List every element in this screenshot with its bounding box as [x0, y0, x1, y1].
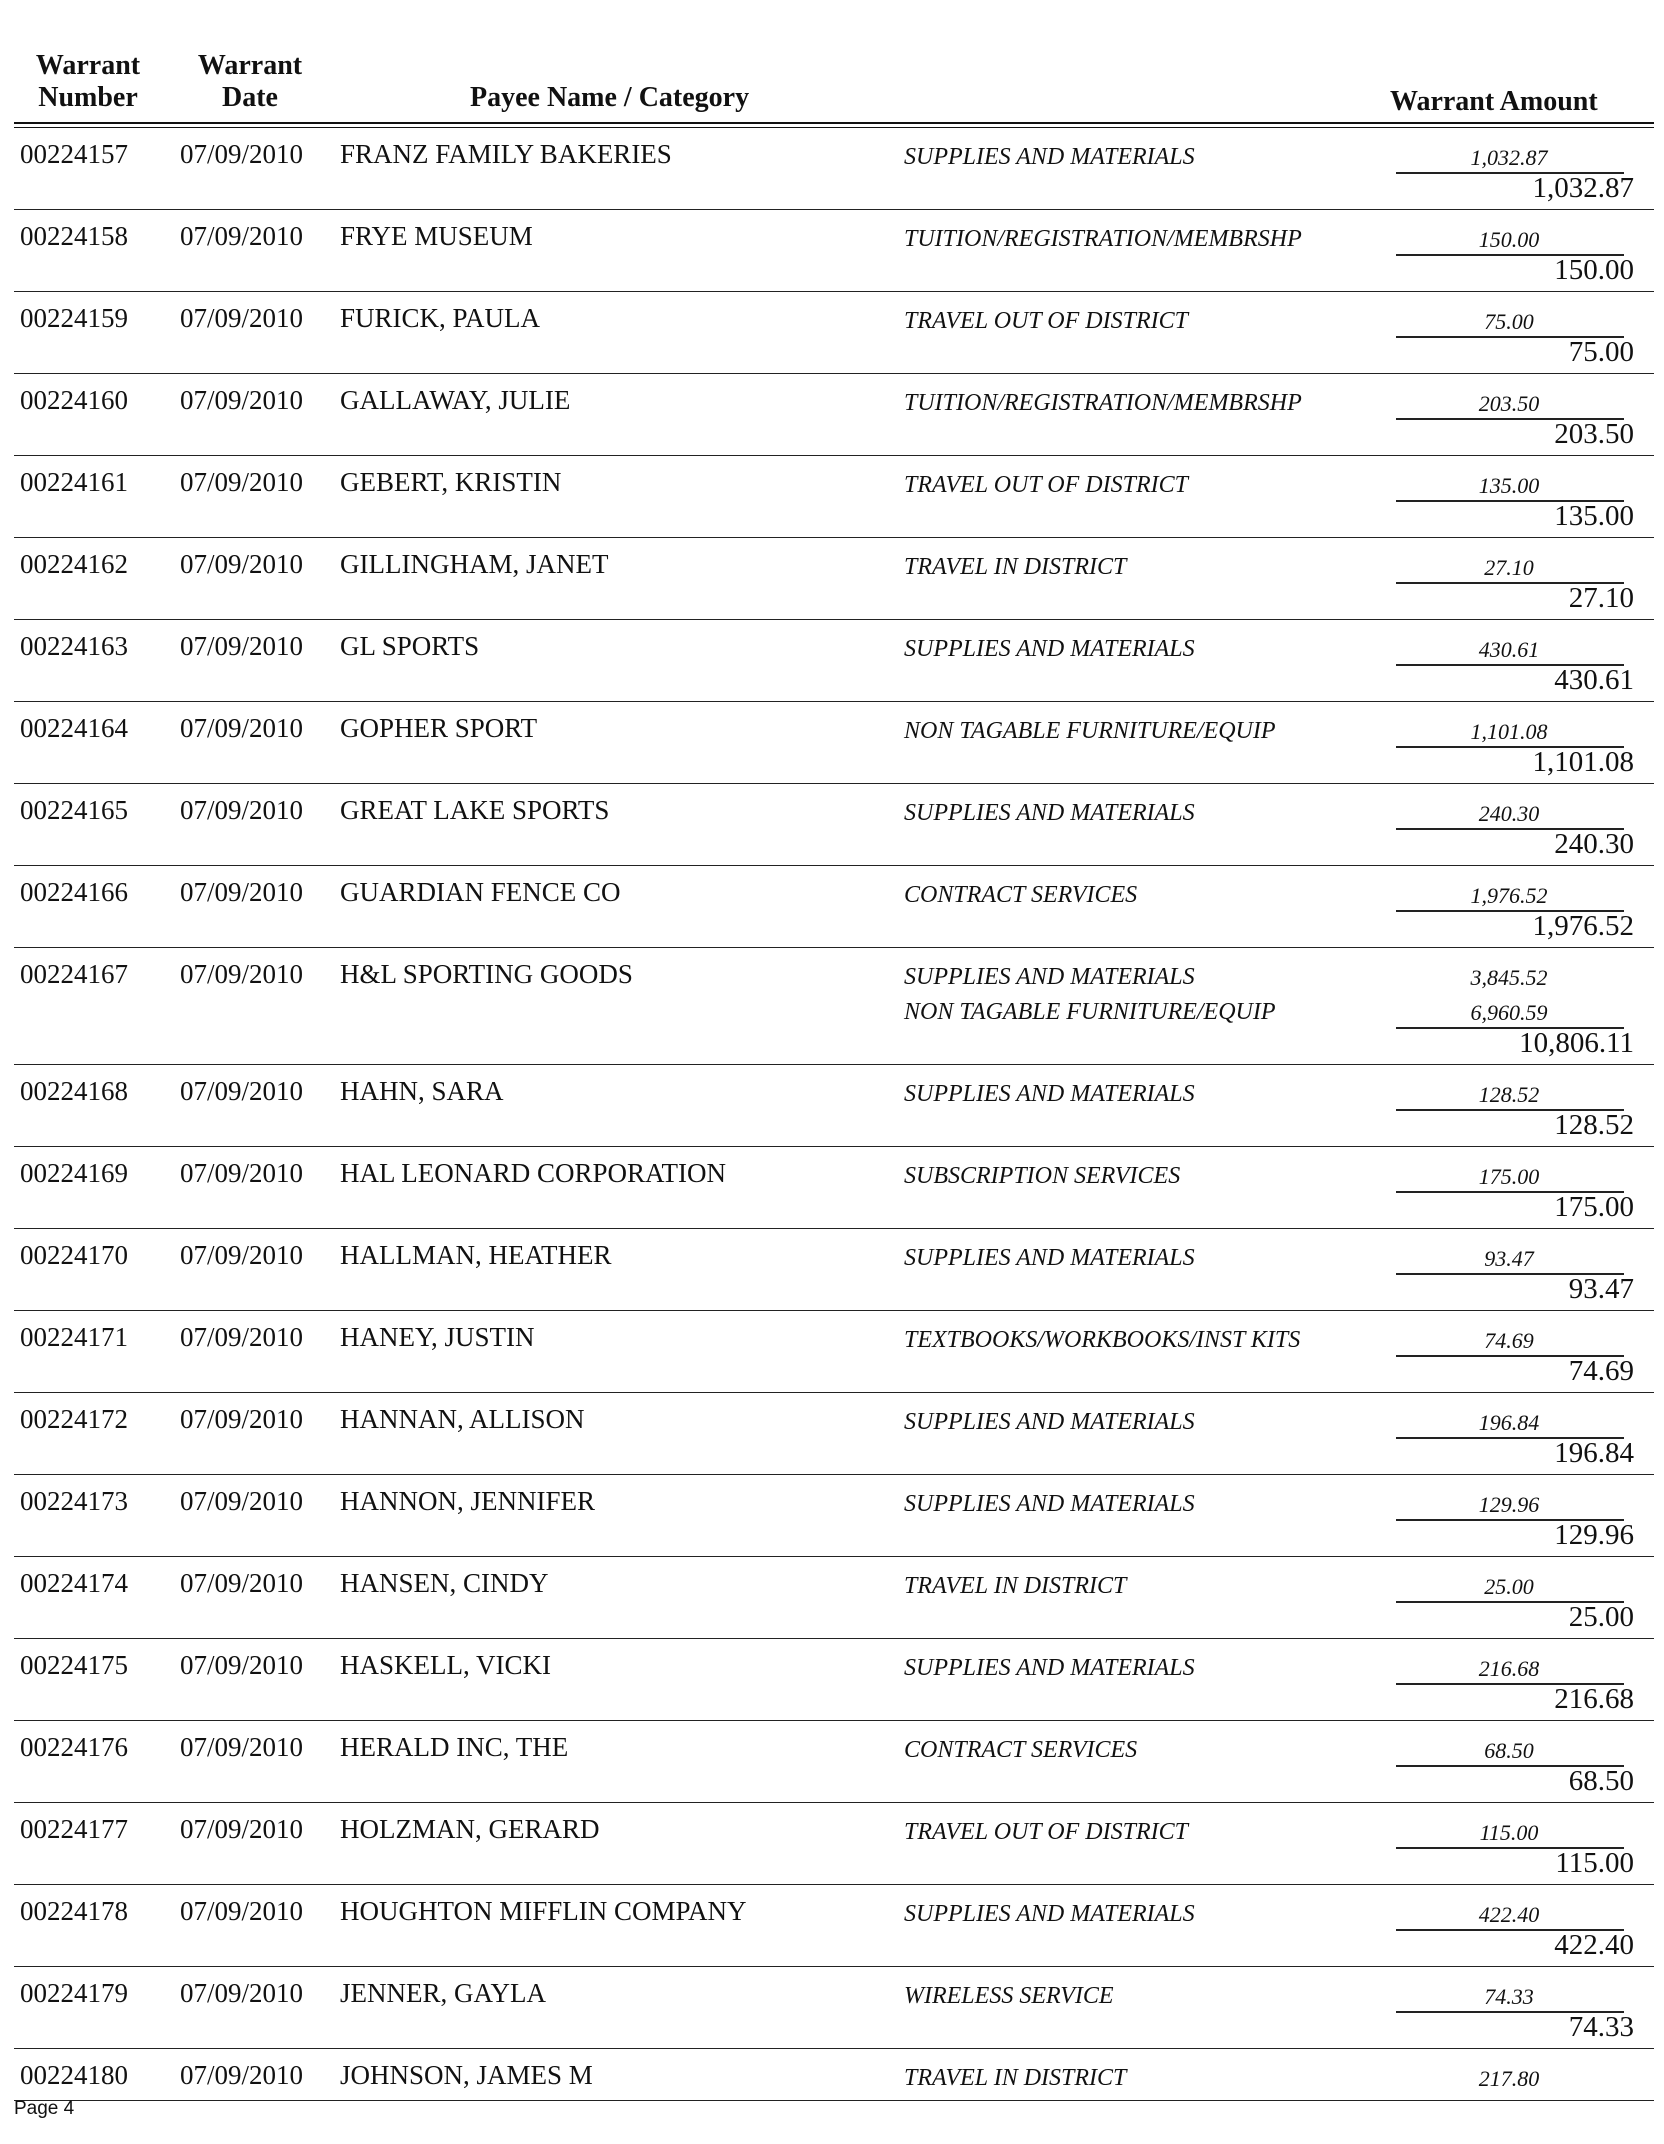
category-list	[904, 633, 1195, 668]
warrant-number: 00224160	[20, 385, 128, 415]
warrant-number: 00224175	[20, 1650, 128, 1680]
table-row	[14, 1393, 1654, 1475]
warrant-total: 1,101.08	[1532, 746, 1634, 778]
warrant-date: 07/09/2010	[180, 139, 304, 169]
table-row	[14, 456, 1654, 538]
category: TRAVEL IN DISTRICT	[904, 554, 1127, 580]
payee-name: HERALD INC, THE	[340, 1732, 569, 1762]
payee-name: HAL LEONARD CORPORATION	[340, 1158, 727, 1188]
warrant-total: 196.84	[1554, 1437, 1634, 1469]
warrant-number: 00224162	[20, 549, 128, 579]
header-warrant-date: Warrant Date	[197, 50, 303, 113]
warrant-total: 27.10	[1568, 582, 1634, 614]
line-amount: 240.30	[1478, 801, 1540, 826]
warrant-total: 74.69	[1568, 1355, 1634, 1387]
warrant-date: 07/09/2010	[180, 221, 304, 251]
line-amount: 175.00	[1478, 1164, 1540, 1189]
payee-name: HANEY, JUSTIN	[340, 1322, 535, 1352]
warrant-total: 150.00	[1554, 254, 1634, 286]
header-rule	[14, 122, 1654, 124]
payee-name: H&L SPORTING GOODS	[340, 959, 633, 989]
table-row	[14, 1229, 1654, 1311]
warrant-total: 93.47	[1568, 1273, 1634, 1305]
payee-name: HALLMAN, HEATHER	[340, 1240, 612, 1270]
table-row	[14, 1147, 1654, 1229]
warrant-number: 00224172	[20, 1404, 128, 1434]
warrant-date: 07/09/2010	[180, 1814, 304, 1844]
payee-name: HASKELL, VICKI	[340, 1650, 551, 1680]
category-list	[904, 1652, 1195, 1687]
table-row	[14, 866, 1654, 948]
category: SUPPLIES AND MATERIALS	[904, 800, 1195, 826]
warrant-total: 175.00	[1554, 1191, 1634, 1223]
warrant-total: 216.68	[1554, 1683, 1634, 1715]
category: SUPPLIES AND MATERIALS	[904, 636, 1195, 662]
category-list	[904, 1488, 1195, 1523]
line-amount: 74.69	[1484, 1328, 1534, 1353]
category: NON TAGABLE FURNITURE/EQUIP	[904, 999, 1276, 1025]
header-warrant-number: Warrant Number	[35, 50, 141, 113]
header-amount: Warrant Amount	[1390, 86, 1598, 117]
category-list	[904, 1898, 1195, 1933]
category: SUBSCRIPTION SERVICES	[904, 1163, 1181, 1189]
line-amount: 217.80	[1478, 2066, 1540, 2091]
warrant-date: 07/09/2010	[180, 303, 304, 333]
warrant-number: 00224174	[20, 1568, 128, 1598]
line-amount: 216.68	[1478, 1656, 1540, 1681]
category-list	[904, 2062, 1126, 2097]
warrant-number: 00224157	[20, 139, 128, 169]
category: CONTRACT SERVICES	[904, 1737, 1138, 1763]
warrant-total: 10,806.11	[1519, 1027, 1634, 1059]
warrant-date: 07/09/2010	[180, 467, 304, 497]
table-row	[14, 1065, 1654, 1147]
warrant-number: 00224165	[20, 795, 128, 825]
category: TRAVEL IN DISTRICT	[904, 1573, 1127, 1599]
line-amount: 93.47	[1484, 1246, 1534, 1271]
warrant-number: 00224167	[20, 959, 128, 989]
category: TRAVEL OUT OF DISTRICT	[904, 472, 1188, 498]
warrant-date: 07/09/2010	[180, 959, 304, 989]
warrant-date: 07/09/2010	[180, 1076, 304, 1106]
category: TEXTBOOKS/WORKBOOKS/INST KITS	[904, 1327, 1301, 1353]
warrant-date: 07/09/2010	[180, 385, 304, 415]
table-row	[14, 1803, 1654, 1885]
line-amount-list	[1394, 962, 1624, 1032]
payee-name: GREAT LAKE SPORTS	[340, 795, 610, 825]
warrant-number: 00224169	[20, 1158, 128, 1188]
payee-name: HANNON, JENNIFER	[340, 1486, 595, 1516]
line-amount: 3,845.52	[1470, 965, 1548, 990]
category: TRAVEL IN DISTRICT	[904, 2065, 1127, 2091]
table-row	[14, 1885, 1654, 1967]
warrant-date: 07/09/2010	[180, 1404, 304, 1434]
line-amount: 128.52	[1478, 1082, 1540, 1107]
warrant-number: 00224171	[20, 1322, 128, 1352]
payee-name: JOHNSON, JAMES M	[340, 2060, 593, 2090]
warrant-number: 00224168	[20, 1076, 128, 1106]
payee-name: HOUGHTON MIFFLIN COMPANY	[340, 1896, 747, 1926]
category-list	[904, 1816, 1188, 1851]
warrant-total: 430.61	[1554, 664, 1634, 696]
payee-name: GUARDIAN FENCE CO	[340, 877, 621, 907]
warrant-total: 203.50	[1554, 418, 1634, 450]
category: WIRELESS SERVICE	[904, 1983, 1114, 2009]
category: TUITION/REGISTRATION/MEMBRSHP	[904, 226, 1302, 252]
table-row	[14, 1967, 1654, 2049]
category: SUPPLIES AND MATERIALS	[904, 1655, 1195, 1681]
table-row	[14, 538, 1654, 620]
warrant-total: 25.00	[1568, 1601, 1634, 1633]
category-list	[904, 1078, 1195, 1113]
payee-name: GOPHER SPORT	[340, 713, 538, 743]
table-row	[14, 948, 1654, 1065]
line-amount: 74.33	[1484, 1984, 1534, 2009]
payee-name: HAHN, SARA	[340, 1076, 504, 1106]
table-row	[14, 374, 1654, 456]
category-list	[904, 879, 1137, 914]
category: TUITION/REGISTRATION/MEMBRSHP	[904, 390, 1302, 416]
line-amount: 75.00	[1484, 309, 1534, 334]
table-row	[14, 2049, 1654, 2101]
warrant-date: 07/09/2010	[180, 1650, 304, 1680]
line-amount: 430.61	[1478, 637, 1540, 662]
table-row	[14, 210, 1654, 292]
warrant-number: 00224161	[20, 467, 128, 497]
warrant-total: 68.50	[1568, 1765, 1634, 1797]
line-amount: 422.40	[1478, 1902, 1540, 1927]
warrant-number: 00224170	[20, 1240, 128, 1270]
warrant-number: 00224176	[20, 1732, 128, 1762]
payee-name: HOLZMAN, GERARD	[340, 1814, 600, 1844]
payee-name: FRANZ FAMILY BAKERIES	[340, 139, 672, 169]
category: SUPPLIES AND MATERIALS	[904, 1081, 1195, 1107]
line-amount: 68.50	[1484, 1738, 1534, 1763]
table-row	[14, 1721, 1654, 1803]
category-list	[904, 1242, 1195, 1277]
category: SUPPLIES AND MATERIALS	[904, 964, 1195, 990]
category-list	[904, 469, 1188, 504]
line-amount: 25.00	[1484, 1574, 1534, 1599]
warrant-total: 1,976.52	[1532, 910, 1634, 942]
line-amount: 1,976.52	[1470, 883, 1548, 908]
category: SUPPLIES AND MATERIALS	[904, 144, 1195, 170]
category-list	[904, 1980, 1114, 2015]
line-amount: 115.00	[1479, 1820, 1539, 1845]
warrant-date: 07/09/2010	[180, 1322, 304, 1352]
category: TRAVEL OUT OF DISTRICT	[904, 308, 1188, 334]
line-amount: 6,960.59	[1470, 1000, 1548, 1025]
warrant-total: 1,032.87	[1532, 172, 1634, 204]
warrant-date: 07/09/2010	[180, 1486, 304, 1516]
table-row	[14, 620, 1654, 702]
warrant-number: 00224178	[20, 1896, 128, 1926]
warrant-number: 00224173	[20, 1486, 128, 1516]
warrant-date: 07/09/2010	[180, 2060, 304, 2090]
warrant-date: 07/09/2010	[180, 1978, 304, 2008]
category: SUPPLIES AND MATERIALS	[904, 1491, 1195, 1517]
category-list	[904, 305, 1188, 340]
category: SUPPLIES AND MATERIALS	[904, 1245, 1195, 1271]
line-amount: 1,101.08	[1470, 719, 1548, 744]
table-row	[14, 1639, 1654, 1721]
payee-name: HANSEN, CINDY	[340, 1568, 549, 1598]
warrant-number: 00224164	[20, 713, 128, 743]
payee-name: HANNAN, ALLISON	[340, 1404, 585, 1434]
warrant-total: 74.33	[1568, 2011, 1634, 2043]
warrant-date: 07/09/2010	[180, 549, 304, 579]
warrant-total: 75.00	[1568, 336, 1634, 368]
warrant-date: 07/09/2010	[180, 631, 304, 661]
category-list	[904, 797, 1195, 832]
warrant-date: 07/09/2010	[180, 1158, 304, 1188]
category-list	[904, 1160, 1180, 1195]
line-amount: 27.10	[1484, 555, 1534, 580]
table-row	[14, 1311, 1654, 1393]
table-row	[14, 1475, 1654, 1557]
table-row	[14, 702, 1654, 784]
category: SUPPLIES AND MATERIALS	[904, 1901, 1195, 1927]
category-list	[904, 1734, 1137, 1769]
payee-name: GALLAWAY, JULIE	[340, 385, 571, 415]
category-list	[904, 141, 1195, 176]
category-list	[904, 1324, 1300, 1359]
category: SUPPLIES AND MATERIALS	[904, 1409, 1195, 1435]
warrant-date: 07/09/2010	[180, 713, 304, 743]
table-row	[14, 1557, 1654, 1639]
warrant-number: 00224179	[20, 1978, 128, 2008]
category-list	[904, 551, 1126, 586]
category-list	[904, 1570, 1126, 1605]
warrant-total: 422.40	[1554, 1929, 1634, 1961]
payee-name: GL SPORTS	[340, 631, 480, 661]
table-row	[14, 292, 1654, 374]
table-row	[14, 128, 1654, 210]
warrant-number: 00224177	[20, 1814, 128, 1844]
warrant-total: 128.52	[1554, 1109, 1634, 1141]
payee-name: GEBERT, KRISTIN	[340, 467, 562, 497]
line-amount: 150.00	[1478, 227, 1540, 252]
category-list	[904, 961, 1276, 1031]
warrant-date: 07/09/2010	[180, 877, 304, 907]
warrant-total: 129.96	[1554, 1519, 1634, 1551]
warrant-date: 07/09/2010	[180, 1896, 304, 1926]
category: TRAVEL OUT OF DISTRICT	[904, 1819, 1188, 1845]
category: CONTRACT SERVICES	[904, 882, 1138, 908]
payee-name: FRYE MUSEUM	[340, 221, 533, 251]
line-amount: 196.84	[1478, 1410, 1540, 1435]
warrant-number: 00224163	[20, 631, 128, 661]
payee-name: JENNER, GAYLA	[340, 1978, 547, 2008]
table-row	[14, 784, 1654, 866]
header-payee: Payee Name / Category	[470, 82, 750, 113]
category-list	[904, 715, 1276, 750]
line-amount: 135.00	[1478, 473, 1540, 498]
warrant-number: 00224159	[20, 303, 128, 333]
row-divider	[14, 2100, 1654, 2102]
warrant-total: 135.00	[1554, 500, 1634, 532]
warrant-number: 00224180	[20, 2060, 128, 2090]
warrant-total: 240.30	[1554, 828, 1634, 860]
warrant-total: 115.00	[1555, 1847, 1634, 1879]
line-amount-list	[1394, 2063, 1624, 2098]
warrant-number: 00224158	[20, 221, 128, 251]
payee-name: GILLINGHAM, JANET	[340, 549, 609, 579]
category: NON TAGABLE FURNITURE/EQUIP	[904, 718, 1276, 744]
payee-name: FURICK, PAULA	[340, 303, 541, 333]
line-amount: 129.96	[1478, 1492, 1540, 1517]
line-amount: 203.50	[1478, 391, 1540, 416]
category-list	[904, 223, 1302, 258]
warrant-date: 07/09/2010	[180, 1568, 304, 1598]
category-list	[904, 387, 1302, 422]
line-amount: 1,032.87	[1470, 145, 1548, 170]
warrant-date: 07/09/2010	[180, 1732, 304, 1762]
warrant-number: 00224166	[20, 877, 128, 907]
warrant-date: 07/09/2010	[180, 795, 304, 825]
category-list	[904, 1406, 1195, 1441]
warrant-date: 07/09/2010	[180, 1240, 304, 1270]
page-number: Page 4	[14, 2098, 75, 2119]
